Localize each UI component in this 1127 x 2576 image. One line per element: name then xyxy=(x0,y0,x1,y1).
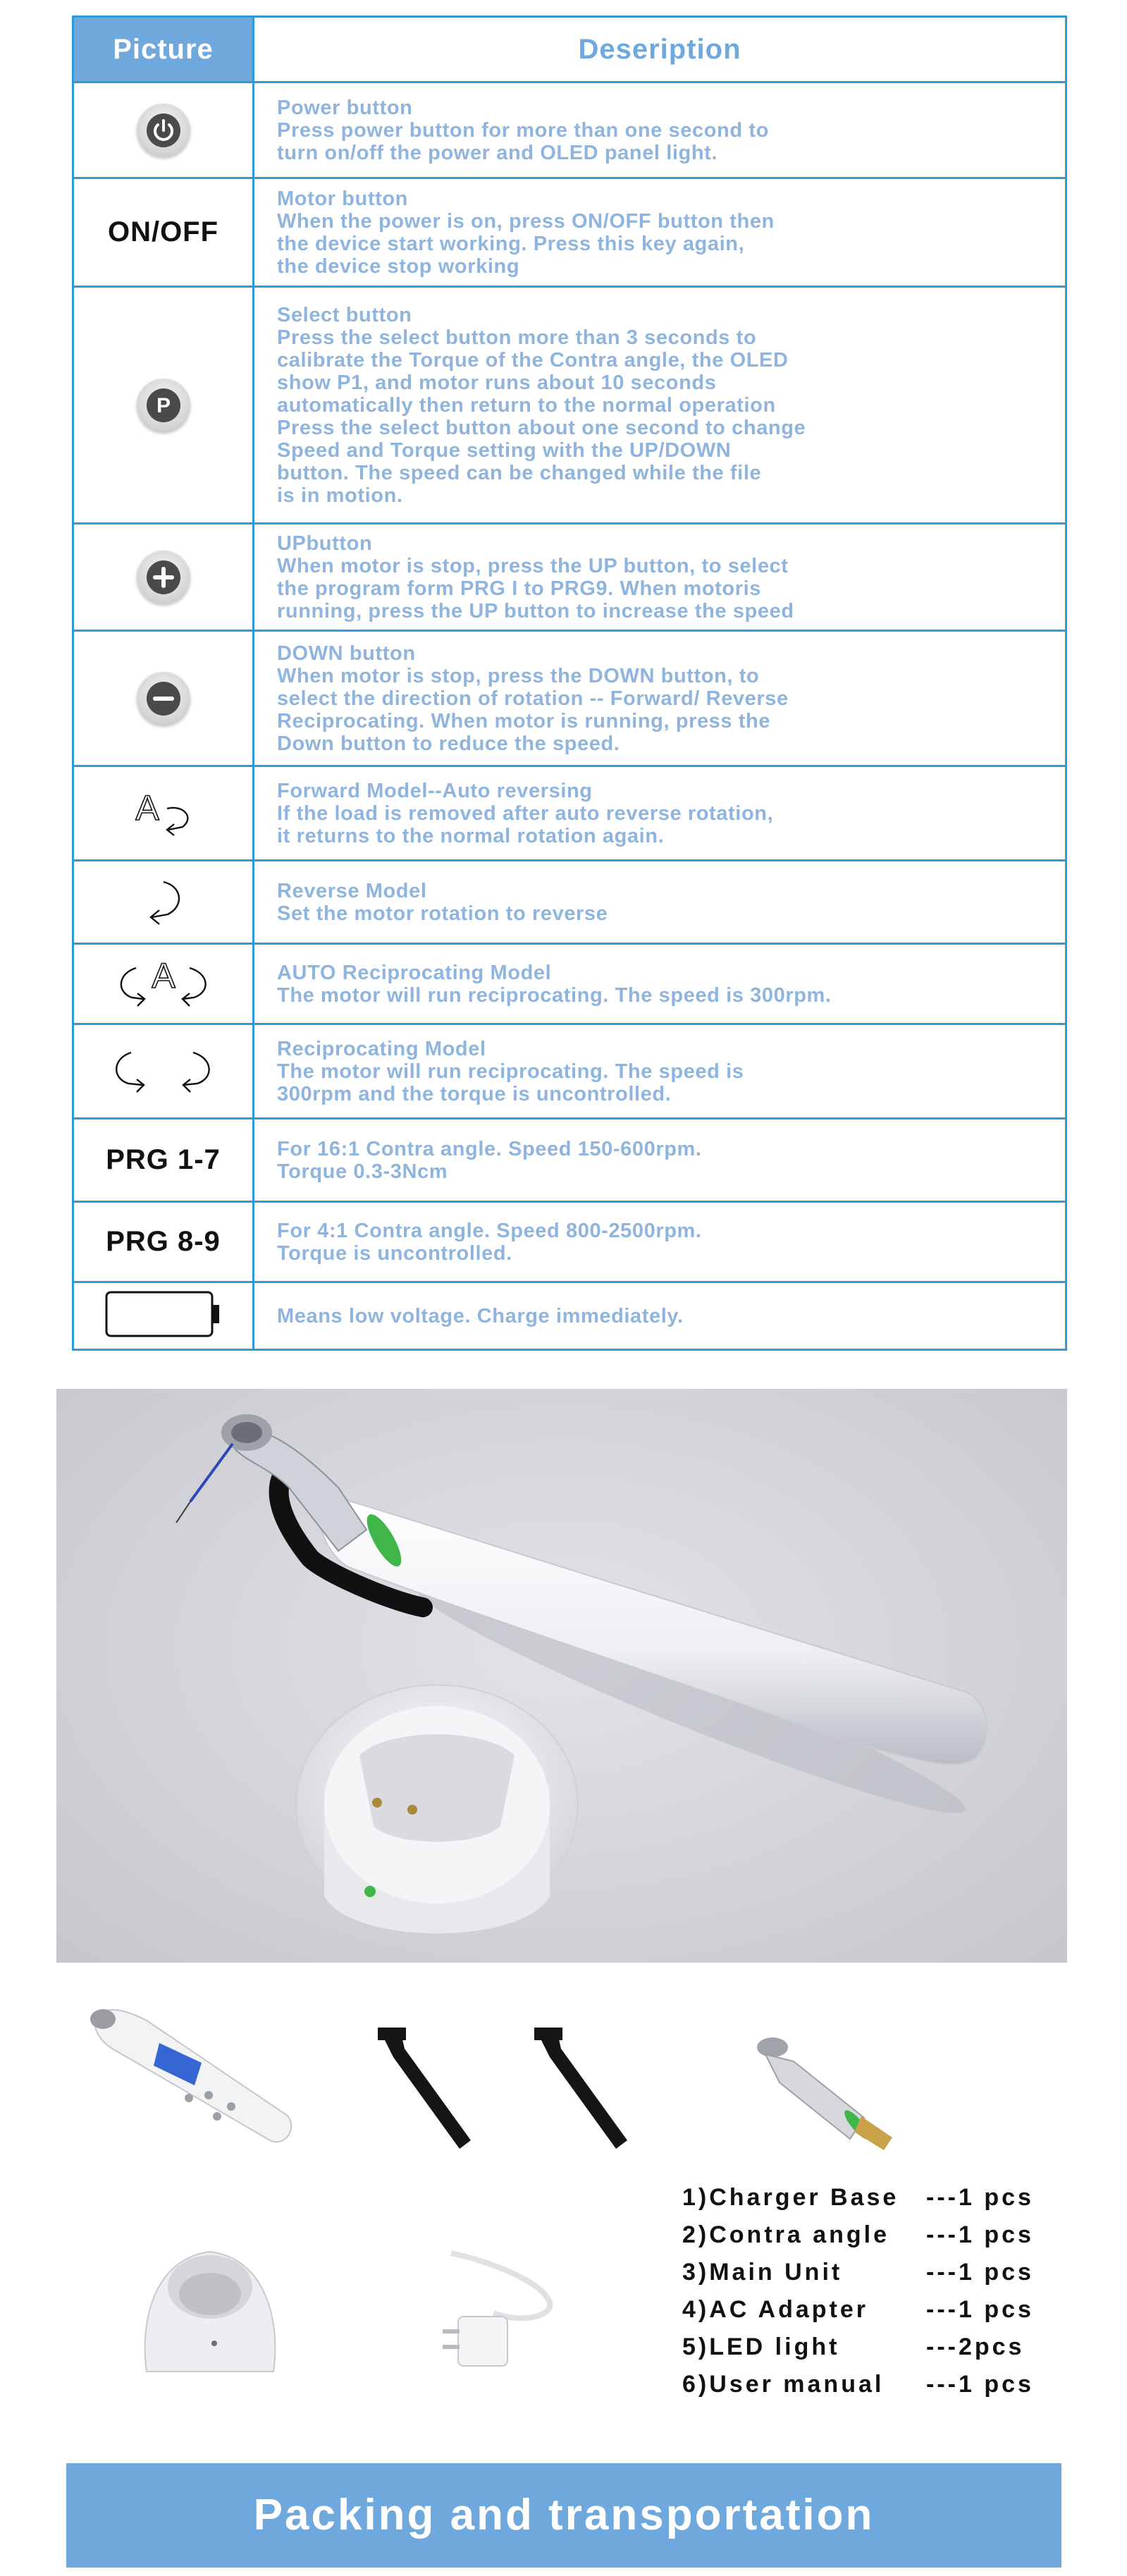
table-row xyxy=(73,944,1066,1024)
prg-1-7-label: PRG 1-7 xyxy=(106,1144,221,1175)
picture-cell xyxy=(73,178,254,287)
charger-base-image xyxy=(133,2238,288,2379)
table-row xyxy=(73,524,1066,631)
prg-8-9-label: PRG 8-9 xyxy=(106,1226,221,1257)
description-title: Reciprocating Model xyxy=(277,1037,486,1060)
reverse-arrow-icon xyxy=(135,872,192,928)
table-row xyxy=(73,631,1066,766)
item-quantity: ---1 pcs xyxy=(926,2184,1034,2211)
description-cell xyxy=(254,1282,1066,1350)
description-cell xyxy=(254,861,1066,944)
minus-button-icon xyxy=(137,672,190,725)
description-title: Power button xyxy=(277,96,413,119)
description-line: automatically then return to the normal operation xyxy=(277,393,776,417)
low-battery-icon xyxy=(104,1288,223,1340)
description-line: Set the motor rotation to reverse xyxy=(277,902,608,925)
item-name: 5)LED light xyxy=(682,2333,840,2360)
ac-adapter-photo xyxy=(430,2246,571,2373)
description-cell xyxy=(254,944,1066,1024)
description-title: DOWN button xyxy=(277,642,416,665)
picture-cell xyxy=(73,524,254,631)
select-p-button-icon xyxy=(137,379,190,432)
table-row xyxy=(73,1024,1066,1119)
led-light-strips-image xyxy=(372,2020,668,2161)
description-line: Means low voltage. Charge immediately. xyxy=(277,1304,684,1327)
packing-transport-banner: Packing and transportation xyxy=(66,2463,1061,2568)
list-item xyxy=(682,2221,1077,2259)
picture-cell xyxy=(73,944,254,1024)
item-name: 2)Contra angle xyxy=(682,2221,890,2248)
description-line: Press the select button about one second to change xyxy=(277,416,806,439)
description-line: running, press the UP button to increase the speed xyxy=(277,599,794,622)
description-cell xyxy=(254,1119,1066,1202)
item-quantity: ---2pcs xyxy=(926,2333,1025,2360)
description-line: If the load is removed after auto reverse rotation, xyxy=(277,802,774,825)
picture-header: Picture xyxy=(73,17,254,82)
product-photo xyxy=(56,1389,1067,1963)
list-item xyxy=(682,2296,1077,2333)
description-title: UPbutton xyxy=(277,532,373,555)
description-line: calibrate the Torque of the Contra angle, the OLED xyxy=(277,348,789,372)
auto-reciprocating-letter: A xyxy=(151,956,175,995)
item-quantity: ---1 pcs xyxy=(926,2296,1034,2323)
description-line: The motor will run reciprocating. The speed is 300rpm. xyxy=(277,983,832,1007)
description-line: Press power button for more than one second to xyxy=(277,118,769,142)
description-title: Forward Model--Auto reversing xyxy=(277,779,593,802)
auto-reverse-icon xyxy=(125,783,202,840)
description-line: the device start working. Press this key again, xyxy=(277,232,745,255)
description-title: Select button xyxy=(277,303,412,326)
description-line: Speed and Torque setting with the UP/DOWN xyxy=(277,438,732,462)
description-line: show P1, and motor runs about 10 seconds xyxy=(277,371,717,394)
description-line: Torque is uncontrolled. xyxy=(277,1241,512,1265)
description-cell xyxy=(254,82,1066,178)
description-header: Deseription xyxy=(254,17,1066,82)
picture-cell xyxy=(73,287,254,524)
contra-angle-photo xyxy=(751,2033,906,2153)
description-line: Reciprocating. When motor is running, press the xyxy=(277,709,771,732)
description-line: the program form PRG I to PRG9. When motoris xyxy=(277,577,761,600)
description-line: The motor will run reciprocating. The speed is xyxy=(277,1060,744,1083)
description-cell xyxy=(254,178,1066,287)
table-header-row xyxy=(73,17,1066,82)
table-row xyxy=(73,1119,1066,1202)
endo-motor-handpiece-image xyxy=(56,1389,1067,1963)
list-item xyxy=(682,2371,1077,2408)
description-cell xyxy=(254,524,1066,631)
list-item xyxy=(682,2333,1077,2371)
picture-cell xyxy=(73,82,254,178)
description-line: When motor is stop, press the DOWN button, to xyxy=(277,664,760,687)
description-cell xyxy=(254,631,1066,766)
description-title: Reverse Model xyxy=(277,879,427,902)
description-line: turn on/off the power and OLED panel light. xyxy=(277,141,718,164)
description-line: button. The speed can be changed while the file xyxy=(277,461,762,484)
main-unit-photo xyxy=(83,1992,295,2161)
description-cell xyxy=(254,287,1066,524)
contra-angle-image xyxy=(751,2033,906,2153)
table-row xyxy=(73,1202,1066,1282)
ac-adapter-image xyxy=(430,2246,571,2373)
picture-cell xyxy=(73,1202,254,1282)
table-row xyxy=(73,1282,1066,1350)
select-p-letter: P xyxy=(156,393,171,417)
description-line: Torque 0.3-3Ncm xyxy=(277,1160,448,1183)
description-line: select the direction of rotation -- Forward/ Reverse xyxy=(277,687,789,710)
list-item xyxy=(682,2259,1077,2296)
spec-table xyxy=(72,16,1067,1351)
description-title: AUTO Reciprocating Model xyxy=(277,961,552,984)
picture-cell xyxy=(73,1282,254,1350)
picture-cell xyxy=(73,631,254,766)
auto-reverse-letter: A xyxy=(135,788,159,828)
item-name: 3)Main Unit xyxy=(682,2259,843,2286)
description-line: is in motion. xyxy=(277,484,403,507)
list-item xyxy=(682,2184,1077,2221)
description-cell xyxy=(254,766,1066,861)
auto-reciprocating-icon xyxy=(111,952,216,1012)
picture-cell xyxy=(73,861,254,944)
table-row xyxy=(73,178,1066,287)
item-quantity: ---1 pcs xyxy=(926,2259,1034,2286)
table-row xyxy=(73,287,1066,524)
packing-list xyxy=(682,2184,1077,2408)
description-line: 300rpm and the torque is uncontrolled. xyxy=(277,1082,672,1105)
table-row xyxy=(73,766,1066,861)
main-unit-image xyxy=(83,1992,295,2161)
led-light-photo xyxy=(372,2020,668,2161)
item-quantity: ---1 pcs xyxy=(926,2221,1034,2248)
description-line: it returns to the normal rotation again. xyxy=(277,824,665,847)
picture-cell xyxy=(73,1119,254,1202)
description-line: For 4:1 Contra angle. Speed 800-2500rpm. xyxy=(277,1219,702,1242)
power-button-icon xyxy=(137,104,190,157)
picture-cell xyxy=(73,766,254,861)
table-row xyxy=(73,861,1066,944)
description-line: For 16:1 Contra angle. Speed 150-600rpm. xyxy=(277,1137,702,1160)
charger-base-photo xyxy=(133,2238,288,2379)
reciprocating-arrows-icon xyxy=(107,1041,220,1098)
item-name: 4)AC Adapter xyxy=(682,2296,868,2323)
description-cell xyxy=(254,1024,1066,1119)
on-off-label: ON/OFF xyxy=(107,216,219,247)
item-name: 6)User manual xyxy=(682,2371,885,2398)
item-quantity: ---1 pcs xyxy=(926,2371,1034,2398)
table-row xyxy=(73,82,1066,178)
description-line: Press the select button more than 3 seconds to xyxy=(277,326,757,349)
description-title: Motor button xyxy=(277,187,408,210)
plus-button-icon xyxy=(137,551,190,604)
item-name: 1)Charger Base xyxy=(682,2184,899,2211)
description-cell xyxy=(254,1202,1066,1282)
description-line: Down button to reduce the speed. xyxy=(277,732,620,755)
picture-cell xyxy=(73,1024,254,1119)
description-line: When motor is stop, press the UP button, to select xyxy=(277,554,789,577)
description-line: When the power is on, press ON/OFF button then xyxy=(277,209,775,233)
description-line: the device stop working xyxy=(277,254,520,278)
